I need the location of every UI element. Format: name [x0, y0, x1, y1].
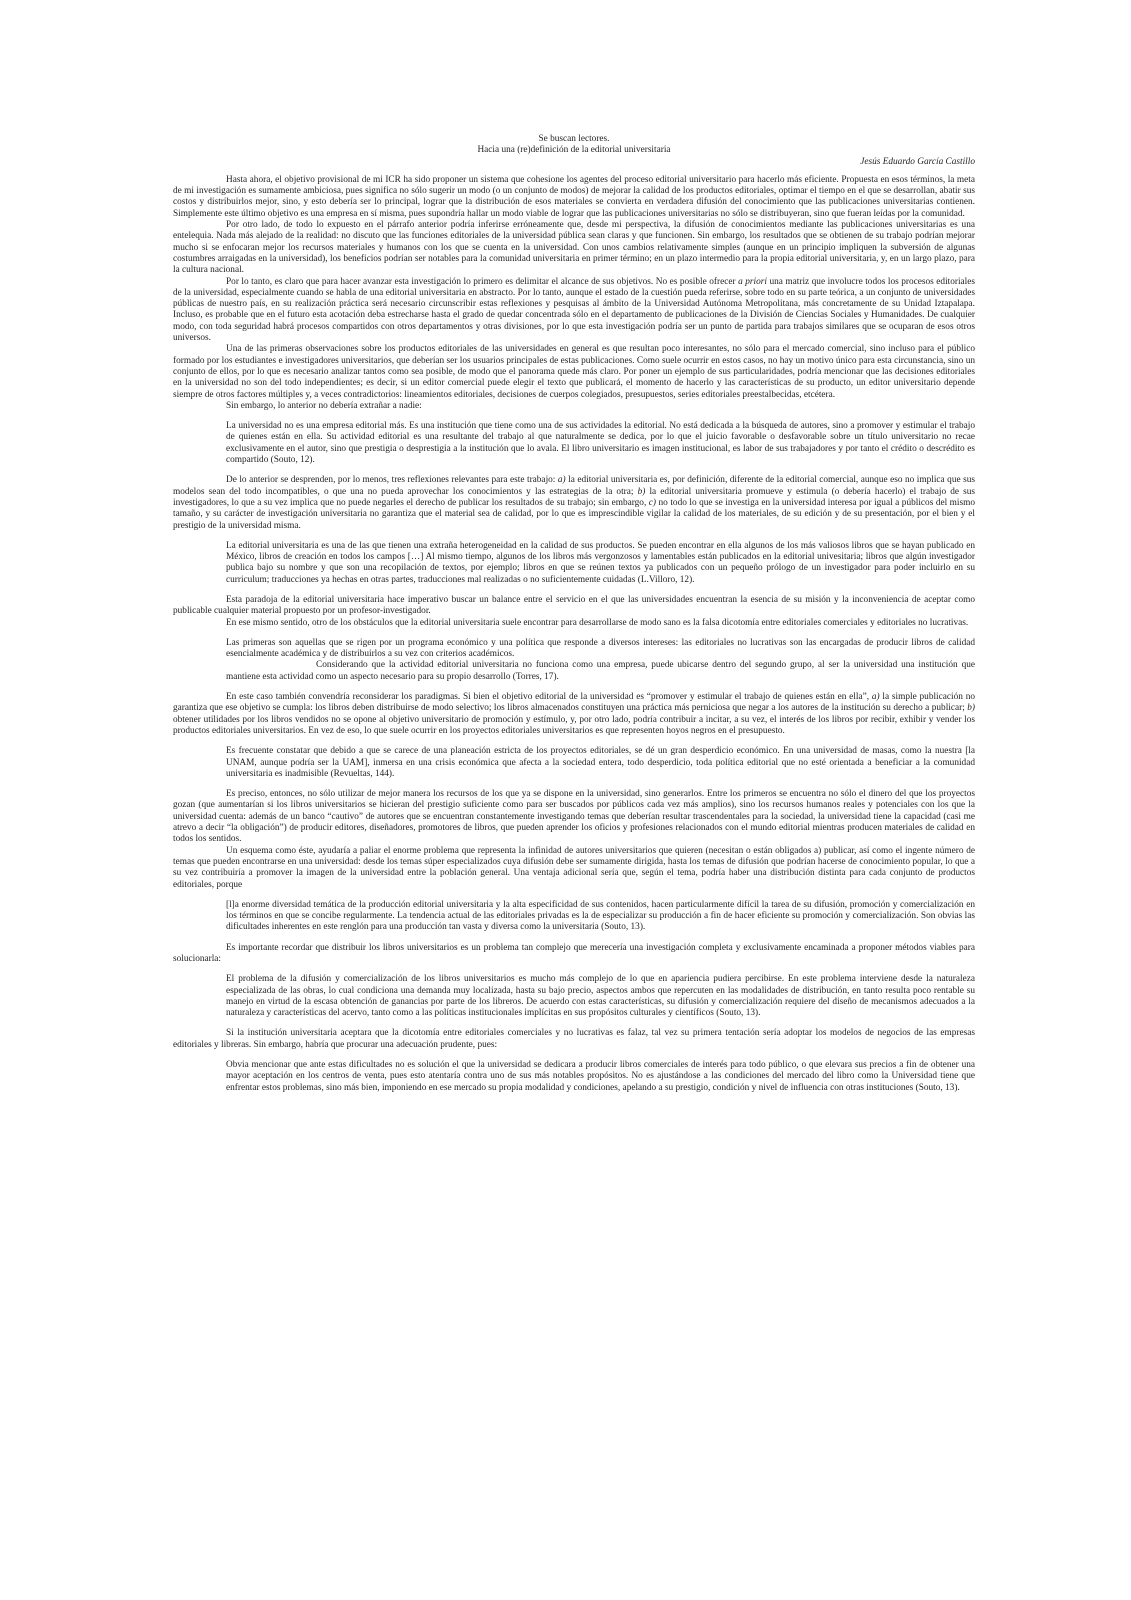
- paragraph-7: Esta paradoja de la editorial universitaria hace imperativo buscar un balance entre el servicio en el que las universidades encuentran la esencia de su misión y la inconveniencia de aceptar como publicable cualquier material propuesto por un profesor-investigador.: [173, 594, 975, 617]
- paragraph-10: Es preciso, entonces, no sólo utilizar de mejor manera los recursos de los que ya se dispone en la universidad, sino generarlos. Entre los primeros se encuentra no sólo el dinero del que los proyectos gozan (que aumentarían si los libros universitarios se hicieran del prestigio suficiente como para ser buscados por públicos cada vez más amplios), sino los recursos humanos reales y potenciales con los que la universidad cuenta: además de un banco “cautivo” de autores que se encuentran constantemente investigando temas que deberían resultar trascendentales para la sociedad, la universidad tiene la capacidad (casi me atrevo a decir “la obligación”) de producir editores, diseñadores, promotores de libros, que pueden aprender los oficios y profesiones relacionados con el mundo editorial mientras producen materiales de calidad en todos los sentidos.: [173, 789, 975, 845]
- paragraph-6-marker-a: a): [557, 475, 566, 486]
- block-quote-3-text-a: Las primeras son aquellas que se rigen por un programa económico y una política que responde a diversos intereses: las editoriales no lucrativas son las encargadas de producir libros de calidad esencialmente académica y de distribuirlos a su vez con criterios académicos.: [226, 637, 975, 660]
- block-quote-6-text: El problema de la difusión y comercialización de los libros universitarios es mucho más complejo de lo que en apariencia pudiera percibirse. En este problema interviene desde la naturaleza especializada de las obras, lo cual condiciona una demanda muy localizada, hasta su bajo precio, aspectos ambos que repercuten en las modalidades de distribución, en tanto resulta poco rentable su manejo en virtud de la escasa obtención de ganancias por parte de los libreros. De acuerdo con estas características, su difusión y comercialización requiere del diseño de mecanismos adecuados a la naturaleza y características del acervo, tanto como a las políticas institucionales implícitas en sus propósitos culturales y científicos (Souto, 13).: [226, 974, 975, 1019]
- paragraph-13: Si la institución universitaria aceptara que la dicotomía entre editoriales comerciales y no lucrativas es falaz, tal vez su primera tentación sería adoptar los modelos de negocios de las empresas editoriales y libreras. Sin embargo, habría que procurar una adecuación prudente, pues:: [173, 1028, 975, 1050]
- document-title: Se buscan lectores.: [538, 134, 610, 144]
- block-quote-4: [226, 746, 975, 780]
- paragraph-5: Sin embargo, lo anterior no debería extrañar a nadie:: [226, 400, 422, 411]
- paragraph-9: [173, 692, 975, 737]
- block-quote-3-text-b: Considerando que la actividad editorial universitaria no funciona como una empresa, puede ubicarse dentro del segundo grupo, al ser la universidad una institución que mantiene esta actividad como un aspecto necesario para su propio desarrollo (Torres, 17).: [226, 660, 975, 682]
- block-quote-7-text: Obvia mencionar que ante estas dificultades no es solución el que la universidad se dedicara a producir libros comerciales de interés para todo público, o que elevara sus precios a fin de obtener una mayor aceptación en los centros de venta, pues esto atentaría contra uno de sus más notables propósitos. No es ajustándose a las condiciones del mercado del libro como la Universidad tiene que enfrentar estos problemas, sino más bien, imponiendo en ese mercado su propia modalidad y condiciones, apelando a su prestigio, condición y nivel de influencia con otras instituciones (Souto, 13).: [226, 1060, 975, 1093]
- block-quote-2: [226, 541, 975, 586]
- block-quote-5-text: [l]a enorme diversidad temática de la producción editorial universitaria y la alta especificidad de sus contenidos, hacen particularmente difícil la tarea de su difusión, promoción y comercialización en los términos en que se concibe regularmente. La tendencia actual de las editoriales privadas es la de especializar su producción a fin de hacer eficiente su promoción y comercialización. Son obvias las dificultades inherentes en este renglón para una producción tan vasta y diversa como la universitaria (Souto, 13).: [226, 899, 975, 933]
- block-quote-6: [226, 974, 975, 1019]
- paragraph-1: Hasta ahora, el objetivo provisional de mi ICR ha sido proponer un sistema que cohesione los agentes del proceso editorial universitario para hacerlo más eficiente. Propuesta en esos términos, la meta de mi investigación es sumamente ambiciosa, pues significa no sólo sugerir un modo (o un conjunto de modos) de mejorar la calidad de los productos editoriales, optimar el tiempo en el que se desarrollan, abatir sus costos y distribuirlos mejor, sino, y esto debería ser lo principal, lograr que la distribución de esos materiales se convierta en verdadera difusión del conocimiento que las publicaciones universitarias contienen. Simplemente este último objetivo es una empresa en sí misma, pues supondría hallar un modo viable de lograr que las publicaciones universitarias no sólo se distribuyeran, sino que fueran leídas por la comunidad.: [173, 174, 975, 219]
- paragraph-3-part-a: Por lo tanto, es claro que para hacer avanzar esta investigación lo primero es delimitar el alcance de sus objetivos. No es posible ofrecer: [226, 276, 739, 287]
- paragraph-3-part-b: una matriz que involucre todos los procesos editoriales de la universidad, especialmente cuando se habla de una editorial universitaria en abstracto. Por lo tanto, aunque el estado de la cuestión pueda referirse, sobre todo en su parte teórica, a un conjunto de universidades públicas de nuestro país, en su realización práctica será necesario circunscribir estas reflexiones y pesquisas al ámbito de la Universidad Autónoma Metropolitana, más concretamente de su Unidad Iztapalapa. Incluso, es probable que en el futuro esta acotación deba estrecharse hasta el grado de quedar concentrada sólo en el departamento de publicaciones de la División de Ciencias Sociales y Humanidades. De cualquier modo, con toda seguridad habrá procesos compartidos con otros departamentos y otras divisiones, por lo que esta investigación podría ser un punto de partida para trabajos similares que se ocuparan de esos otros universos.: [173, 276, 976, 344]
- block-quote-4-text: Es frecuente constatar que debido a que se carece de una planeación estricta de los proyectos editoriales, se dé un gran desperdicio económico. En una universidad de masas, como la nuestra [la UNAM, aunque podría ser la UAM], inmersa en una crisis económica que afecta a la sociedad entera, todo desperdicio, toda política editorial que no esté orientada a beneficiar a la comunidad universitaria es inadmisible (Revueltas, 144).: [226, 746, 975, 779]
- paragraph-8: En ese mismo sentido, otro de los obstáculos que la editorial universitaria suele encontrar para desarrollarse de modo sano es la falsa dicotomía entre editoriales comerciales y editoriales no lucrativas.: [226, 617, 969, 628]
- paragraph-6: [173, 475, 975, 531]
- paragraph-4: Una de las primeras observaciones sobre los productos editoriales de las universidades en general es que resultan poco interesantes, no sólo para el mercado comercial, sino incluso para el público formado por los estudiantes e investigadores universitarios, que deberían ser los usuarios principales de estas publicaciones. Como suele ocurrir en estos casos, no hay un motivo único para esta circunstancia, sino un conjunto de ellos, por lo que es necesario analizar tantos como sea posible, de modo que el panorama quede más claro. Por poner un ejemplo de sus particularidades, podría mencionar que las decisiones editoriales en la universidad no son del todo independientes; es decir, si un editor comercial puede elegir el texto que publicará, el momento de hacerlo y las características de su producto, un editor universitario depende siempre de otros factores múltiples y, a veces contradictorios: lineamientos editoriales, decisiones de cuerpos colegiados, presupuestos, series editoriales preestalbecidas, etcétera.: [173, 344, 975, 400]
- paragraph-9-part-c: obtener utilidades por los libros vendidos no se opone al objetivo universitario de promoción y estímulo, y, por otro lado, podría contribuir a incitar, a su vez, el interés de los libros por recibir, exhibir y vender los productos editoriales universitarios. En vez de eso, lo que suele ocurrir en los proyectos editoriales universitarios es que representen hoyos negros en el presupuesto.: [173, 714, 975, 736]
- paragraph-6-part-d: no todo lo que se investiga en la universidad interesa por igual a públicos del mismo tamaño, y su carácter de investigación universitaria no garantiza que el material sea de calidad, por lo que es imprescindible vigilar la calidad de los materiales, de su edición y de su presentación, por el bien y el prestigio de la universidad misma.: [173, 497, 975, 531]
- block-quote-7: [226, 1060, 975, 1094]
- block-quote-3: [226, 638, 975, 683]
- paragraph-3-emphasis: a priori: [738, 276, 767, 287]
- paragraph-6-part-c: la editorial universitaria promueve y estimula (o debería hacerlo) el trabajo de sus investigadores, lo que a su vez implica que no puede negarles el derecho de publicar los resultados de su trabajo; sin embargo,: [173, 486, 975, 508]
- paragraph-6-part-a: De lo anterior se desprenden, por lo menos, tres reflexiones relevantes para este trabajo:: [226, 475, 558, 486]
- paragraph-6-part-b: la editorial universitaria es, por definición, diferente de la editorial comercial, aunque eso no implica que sus modelos sean del todo incompatibles, o que una no pueda aprovechar los conocimientos y las estrategias de la otra;: [173, 475, 975, 497]
- paragraph-6-marker-b: b): [637, 486, 646, 497]
- block-quote-5: [226, 900, 975, 934]
- paragraph-9-part-b: la simple publicación no garantiza que ese objetivo se cumpla: los libros deben distribuirse de modo selectivo; los libros almacenados constituyen una práctica más perniciosa que negar a los autores de la institución su derecho a publicar;: [173, 692, 975, 714]
- block-quote-1-text: La universidad no es una empresa editorial más. Es una institución que tiene como una de sus actividades la editorial. No está dedicada a la búsqueda de autores, sino a promover y estimular el trabajo de quienes están en ella. Su actividad editorial es una resultante del trabajo al que naturalmente se dedica, por lo que el juicio favorable o desfavorable sobre un título universitario no recae exclusivamente en el autor, sino que prestigia o desprestigia a la institución que lo avala. El libro universitario es imagen institucional, es labor de sus trabajadores y por tanto el crédito o descrédito es compartido (Souto, 12).: [226, 421, 975, 466]
- block-quote-1: [226, 421, 975, 466]
- paragraph-9-part-a: En este caso también convendría reconsiderar los paradigmas. Si bien el objetivo editorial de la universidad es “promover y estimular el trabajo de quienes están en ella”,: [226, 692, 872, 703]
- paragraph-11: Un esquema como éste, ayudaría a paliar el enorme problema que representa la infinidad de autores universitarios que quieren (necesitan o están obligados a) publicar, así como el ingente número de temas que pueden encontrarse en una universidad: desde los temas súper especializados cuya difusión debe ser sumamente dirigida, hasta los temas de difusión que podrían hacerse de conocimiento popular, lo que a su vez contribuiría a promover la imagen de la universidad entre la población general. Una ventaja adicional sería que, según el tema, podría haber una distribución distinta para cada conjunto de productos editoriales, porque: [173, 845, 975, 890]
- paragraph-2: Por otro lado, de todo lo expuesto en el párrafo anterior podría inferirse erróneamente que, desde mi perspectiva, la difusión de conocimientos mediante las publicaciones universitarias es una entelequia. Nada más alejado de la realidad: no discuto que las funciones editoriales de la universidad pública sean claras y que funcionen. Sin embargo, los resultados que se obtienen de su trabajo podrían mejorar mucho si se enfocaran mejor los recursos materiales y humanos con los que se cuenta en la universidad. Con unos cambios relativamente simples (aunque en un principio impliquen la subversión de algunas costumbres arraigadas en la universidad), los beneficios podrían ser notables para la comunidad universitaria en primer término; en un plazo intermedio para la propia editorial universitaria, y, en un largo plazo, para la cultura nacional.: [173, 220, 975, 276]
- paragraph-12: Es importante recordar que distribuir los libros universitarios es un problema tan complejo que merecería una investigación completa y exclusivamente encaminada a proponer métodos viables para solucionarla:: [173, 942, 975, 964]
- document-page: [173, 134, 975, 1103]
- document-subtitle: Hacia una (re)definición de la editorial universitaria: [477, 145, 671, 156]
- paragraph-9-marker-b: b): [967, 703, 975, 714]
- block-quote-2-text: La editorial universitaria es una de las que tienen una extraña heterogeneidad en la calidad de sus productos. Se pueden encontrar en ella algunos de los más valiosos libros que se hayan publicado en México, libros de creación en todos los campos […] Al mismo tiempo, algunos de los libros más vergonzosos y lamentables están publicados en la editorial univesitaria; libros que algún investigador publica bajo su nombre y que son una recopilación de textos, por ejemplo; libros en que se reúnen textos ya publicados con un pequeño prólogo de un investigador para poder incluirlo en su curriculum; traducciones ya hechas en otras partes, traducciones mal realizadas o no suficientemente cuidadas (L.Villoro, 12).: [226, 540, 975, 585]
- document-author: Jesús Eduardo García Castillo: [860, 156, 975, 167]
- paragraph-6-marker-c: c): [648, 497, 657, 508]
- paragraph-3: [173, 277, 975, 345]
- paragraph-9-marker-a: a): [871, 692, 880, 703]
